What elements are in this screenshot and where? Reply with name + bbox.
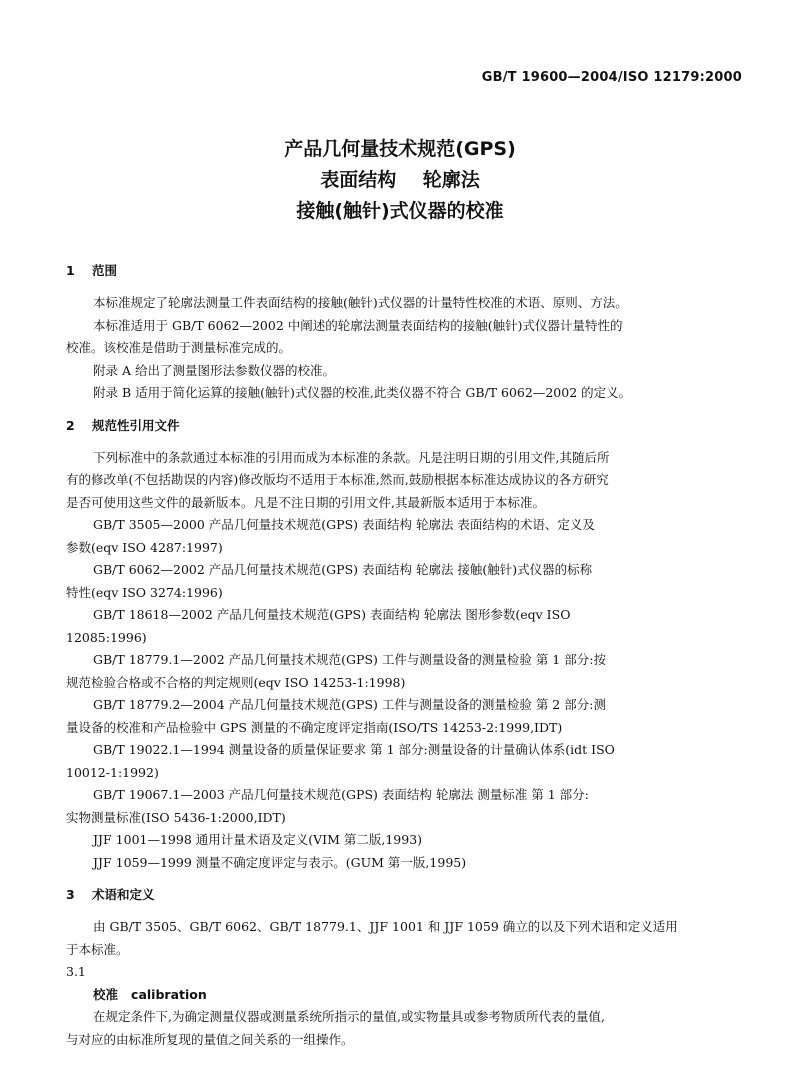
reference-line: GB/T 19067.1—2003 产品几何量技术规范(GPS) 表面结构 轮廓法 测量标准 第 1 部分: (93, 787, 589, 802)
standard-code-header: GB/T 19600—2004/ISO 12179:2000 (481, 70, 742, 85)
paragraph-line: 有的修改单(不包括勘误的内容)修改版均不适用于本标准,然而,鼓励根据本标准达成协议的各方研究 (66, 472, 609, 487)
paragraph-line: 本标准规定了轮廓法测量工件表面结构的接触(触针)式仪器的计量特性校准的术语、原则、方法。 (93, 295, 628, 310)
reference-line: 12085:1996) (66, 629, 147, 645)
section-title: 规范性引用文件 (92, 417, 180, 433)
document-body (66, 258, 756, 1051)
title-line-1: 产品几何量技术规范(GPS) (284, 138, 516, 160)
paragraph-line: 下列标准中的条款通过本标准的引用而成为本标准的条款。凡是注明日期的引用文件,其随后所 (93, 449, 610, 465)
definition-line: 与对应的由标准所复现的量值之间关系的一组操作。 (66, 1031, 354, 1047)
reference-line: GB/T 18618—2002 产品几何量技术规范(GPS) 表面结构 轮廓法 图形参数(eqv ISO (93, 607, 571, 622)
section-1-heading (66, 258, 756, 284)
reference-line: 量设备的校准和产品检验中 GPS 测量的不确定度评定指南(ISO/TS 14253-2:1999,IDT) (66, 719, 563, 735)
reference-line: GB/T 3505—2000 产品几何量技术规范(GPS) 表面结构 轮廓法 表面结构的术语、定义及 (93, 517, 595, 532)
section-number: 1 (66, 263, 75, 278)
reference-line: JJF 1001—1998 通用计量术语及定义(VIM 第二版,1993) (93, 832, 423, 847)
reference-line: 10012-1:1992) (66, 764, 159, 780)
paragraph-line: 由 GB/T 3505、GB/T 6062、GB/T 18779.1、JJF 1001 和 JJF 1059 确立的以及下列术语和定义适用 (93, 919, 678, 934)
section-title: 范围 (92, 263, 118, 278)
reference-line: 实物测量标准(ISO 5436-1:2000,IDT) (66, 809, 286, 825)
clause-number: 3.1 (66, 964, 86, 979)
reference-line: GB/T 18779.1—2002 产品几何量技术规范(GPS) 工件与测量设备的测量检验 第 1 部分:按 (93, 652, 606, 667)
definition-line: 在规定条件下,为确定测量仪器或测量系统所指示的量值,或实物量具或参考物质所代表的量值, (93, 1009, 605, 1024)
section-number: 2 (66, 417, 75, 433)
section-2-heading (66, 413, 756, 439)
reference-line: GB/T 19022.1—1994 测量设备的质量保证要求 第 1 部分:测量设备的计量确认体系(idt ISO (93, 742, 615, 757)
paragraph-line: 于本标准。 (66, 941, 129, 957)
title-line-3: 接触(触针)式仪器的校准 (296, 200, 504, 222)
reference-line: 参数(eqv ISO 4287:1997) (66, 539, 223, 555)
paragraph-line: 校准。该校准是借助于测量标准完成的。 (66, 340, 292, 355)
section-title: 术语和定义 (92, 887, 155, 902)
paragraph-line: 附录 A 给出了测量图形法参数仪器的校准。 (93, 362, 335, 378)
section-3-heading (66, 882, 756, 908)
paragraph-line: 本标准适用于 GB/T 6062—2002 中阐述的轮廓法测量表面结构的接触(触针)式仪器计量特性的 (93, 317, 623, 333)
title-line-2: 表面结构 轮廓法 (320, 169, 480, 191)
section-number: 3 (66, 887, 75, 902)
reference-line: JJF 1059—1999 测量不确定度评定与表示。(GUM 第一版,1995) (93, 854, 467, 870)
paragraph-line: 是否可使用这些文件的最新版本。凡是不注日期的引用文件,其最新版本适用于本标准。 (66, 494, 545, 510)
reference-line: GB/T 18779.2—2004 产品几何量技术规范(GPS) 工件与测量设备的测量检验 第 2 部分:测 (93, 697, 606, 712)
paragraph-line: 附录 B 适用于简化运算的接触(触针)式仪器的校准,此类仪器不符合 GB/T 6062—2002 的定义。 (93, 385, 632, 400)
reference-line: 规范检验合格或不合格的判定规则(eqv ISO 14253-1:1998) (66, 674, 406, 690)
reference-line: GB/T 6062—2002 产品几何量技术规范(GPS) 表面结构 轮廓法 接触(触针)式仪器的标称 (93, 562, 593, 577)
term-heading: 校准 calibration (93, 986, 207, 1002)
reference-line: 特性(eqv ISO 3274:1996) (66, 584, 223, 600)
document-title (0, 134, 800, 227)
